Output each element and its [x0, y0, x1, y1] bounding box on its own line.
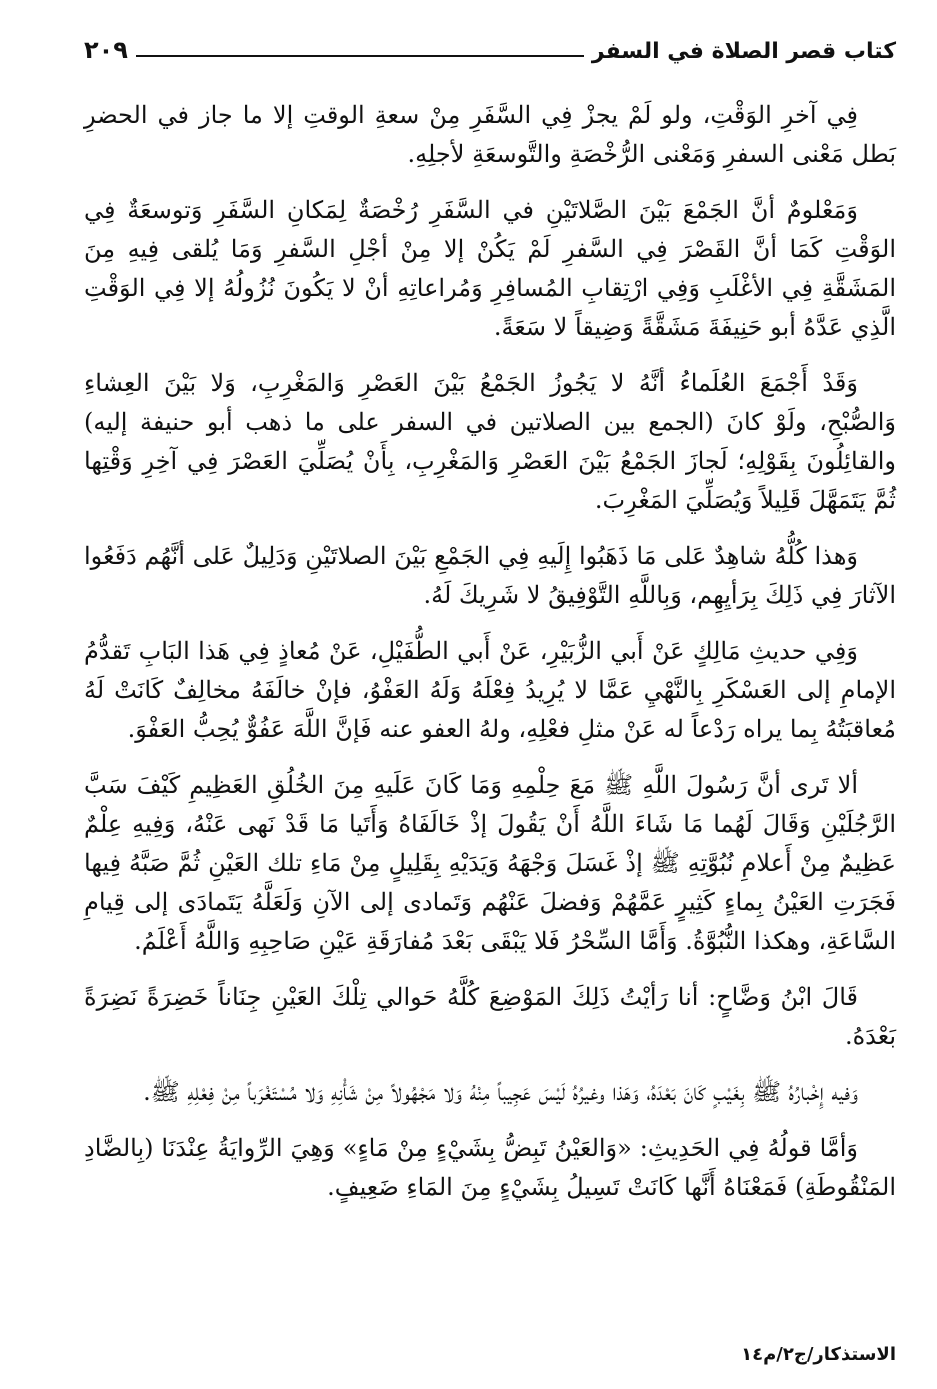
paragraph: وَأمَّا قولُهُ فِي الحَدِيثِ: «وَالعَيْنُ تَبِضُّ بِشَيْءٍ مِنْ مَاءٍ» وَهِيَ الرِّوايَةُ عِنْدَنَا (بِالضَّادِ المَنْقُوطَةِ) فَمَعْنَاهُ أَنَّها كَانَتْ تَسِيلُ بِشَيْءٍ مِنَ المَاءِ ضَعِيفٍ. [84, 1134, 896, 1201]
paragraph: وَهذا كُلُّهُ شاهِدٌ عَلى مَا ذَهَبُوا إِلَيهِ فِي الجَمْعِ بَيْنَ الصلاتَيْنِ وَدَلِيلٌ عَلى أنَّهُم دَفَعُوا الآثارَ فِي ذَلِكَ بِرَأيِهِم، وَبِاللَّهِ التَّوْفِيقُ لا شَرِيكَ لَهُ. [84, 542, 896, 609]
paragraph: فِي آخرِ الوَقْتِ، ولو لَمْ يجزْ فِي السَّفَرِ مِنْ سعةِ الوقتِ إلا ما جاز في الحضرِ بَطل مَعْنى السفرِ وَمَعْنى الرُّخْصَةِ والتَّوسعَةِ لأجلِهِ. [84, 101, 896, 168]
book-page [84, 28, 896, 1368]
header-rule [136, 55, 584, 57]
footer-signature: الاستذكار/ج٢/م١٤ [741, 1344, 896, 1365]
paragraph: وَفِي حديثِ مَالِكٍ عَنْ أَبي الزُّبَيْرِ، عَنْ أَبي الطُّفَيْلِ، عَنْ مُعاذٍ فِي هَذا البَابِ تَقدُّمُ الإمامِ إلى العَسْكَرِ بِالنَّهْيِ عَمَّا لا يُرِيدُ فِعْلَهُ وَلَهُ العَفْوُ، فإنْ خالَفَهُ مخالِفٌ كَانَتْ لَهُ مُعاقبَتُهُ بِما يراه رَدْعاً له عَنْ مثلِ فعْلِهِ، ولهُ العفو عنه فَإنَّ اللَّهَ عَفُوٌّ يُحِبُّ العَفْوَ. [84, 637, 896, 743]
book-title: كتاب قصر الصلاة في السفر [591, 39, 896, 64]
paragraph: ألا تَرى أنَّ رَسُولَ اللَّهِ ﷺ مَعَ حِلْمِهِ وَمَا كَانَ عَلَيهِ مِنَ الخُلُقِ العَظِيمِ كَيْفَ سَبَّ الرَّجُلَيْنِ وَقَالَ لَهُما مَا شَاءَ اللَّهُ أَنْ يَقُولَ إذْ خَالَفَاهُ وَأَتَيا مَا قَدْ نَهى عَنْهُ، وَفِيهِ عِلْمٌ عَظِيمٌ مِنْ أَعلامِ نُبُوَّتِهِ ﷺ إذْ غَسَلَ وَجْهَهُ وَيَدَيْهِ بِقَلِيلٍ مِنْ مَاءِ تلك العَيْنِ ثُمَّ صَبَّهُ فِيها فَجَرَتِ العَيْنُ بِماءٍ كَثِيرٍ عَمَّهُمْ وَفضلَ عَنْهُم وَتَمادى إلى الآنِ وَلَعَلَّهُ يَتَمادَى إلى قِيامِ السَّاعَةِ، وهكذا النُّبُوَّةُ. وَأَمَّا السِّحْرُ فَلا يَبْقَى بَعْدَ مُفارَقَةِ عَيْنِ صَاحِبِهِ وَاللَّهُ أَعْلَمُ. [84, 771, 896, 955]
page-number: ٢٠٩ [84, 36, 128, 64]
paragraph: قَالَ ابْنُ وَضَّاحٍ: أنا رَأيْتُ ذَلِكَ المَوْضِعَ كُلَّهُ حَوالي تِلْكَ العَيْنِ جِنَاناً خَضِرَةً نَضِرَةً بَعْدَهُ. [84, 983, 896, 1050]
body-text [84, 96, 896, 1207]
paragraph: وَفيه إِخْبارُهُ ﷺ بِغَيْبٍ كَانَ بَعْدَهُ، وَهَذا وغيرُهُ لَيْسَ عَجِيباً مِنْهُ وَلا مَجْهُولاً مِنْ شَأْنِهِ وَلا مُسْتَغْرَباً مِنْ فِعْلِهِ ﷺ. [143, 1078, 858, 1106]
paragraph: وَمَعْلومٌ أنَّ الجَمْعَ بَيْنَ الصَّلاتَيْنِ في السَّفَرِ رُخْصَةٌ لِمَكانِ السَّفَرِ وَتوسعَةٌ فِي الوَقْتِ كَمَا أنَّ القَصْرَ فِي السَّفرِ لَمْ يَكُنْ إلا مِنْ أجْلِ السَّفرِ وَمَا يُلقى فِيهِ مِنَ المَشَقَّةِ فِي الأغْلَبِ وَفِي ارْتِقابِ المُسافِرِ وَمُراعاتِهِ أنْ لا يَكُونَ نُزُولُهُ إلا فِي الوَقْتِ الَّذِي عَدَّهُ أبو حَنِيفَةَ مَشَقَّةً وَضِيقاً لا سَعَةً. [84, 196, 896, 341]
paragraph: وَقَدْ أَجْمَعَ العُلَماءُ أنَّهُ لا يَجُوزُ الجَمْعُ بَيْنَ العَصْرِ وَالمَغْرِبِ، وَلا بَيْنَ العِشاءِ وَالصُّبْحِ، ولَوْ كانَ (الجمع بين الصلاتين في السفر على ما ذهب أبو حنيفة إليه) والقائِلُونَ بِقَوْلِهِ؛ لَجازَ الجَمْعُ بَيْنَ العَصْرِ وَالمَغْرِبِ، بِأَنْ يُصَلِّيَ العَصْرَ فِي آخِرِ وَقْتِها ثُمَّ يَتَمَهَّلَ قَلِيلاً وَيُصَلِّيَ المَغْرِبَ. [84, 369, 896, 514]
running-header [84, 28, 896, 64]
